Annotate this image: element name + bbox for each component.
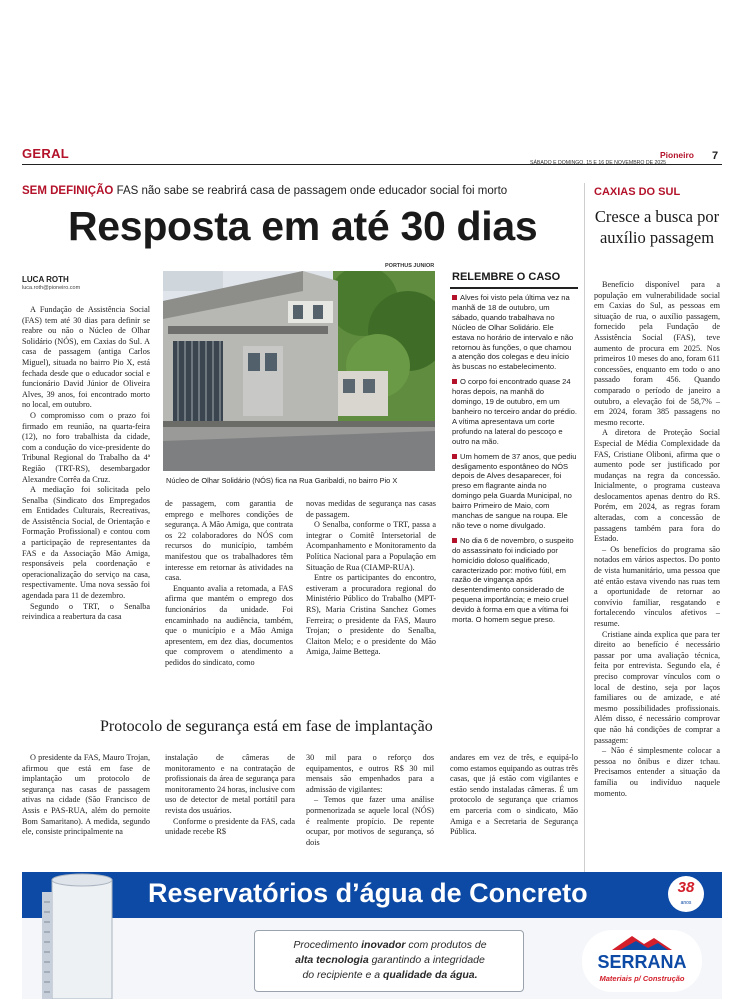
article-paragraph: andares em vez de três, e equipá-lo como estamos equipando as outras três casas, que já estão com vigilantes e estão sendo instaladas câmeras. É um protocolo de segurança que criamos em parceria com o sindicato, Mão Amiga e a Secretaria de Segurança Pública. (450, 753, 578, 837)
protocolo-column-3 (306, 753, 434, 848)
kicker (22, 185, 507, 197)
brand-name: SERRANA (597, 952, 687, 972)
brand-tagline: Materiais p/ Construção (599, 974, 685, 983)
article-paragraph: O presidente da FAS, Mauro Trojan, afirmou que está em fase de implantação um protocolo de segurança nas casas de passagem ativas na cidade (São Francisco de Assis e PAS-RUA, além do pernoite Bom Samaritano). A medida, segundo ele, consiste principalmente na (22, 753, 150, 837)
article-paragraph: Entre os participantes do encontro, estiveram a procuradora regional do Ministério Público do Trabalho (MPT-RS), Maria Cristina Sanchez Gomes Ferreira; o presidente da FAS, Mauro Trojan; o presidente do Senalba, Claiton Melo; e o presidente do Mão Amiga, Jaime Bettega. (306, 573, 436, 657)
article-paragraph: novas medidas de segurança nas casas de passagem. (306, 499, 436, 519)
article-paragraph: A mediação foi solicitada pelo Senalba (Sindicato dos Empregados em Entidades Culturais, Recreativas, de Assistência Social, de Orientação e Formação Profissional) e contou com a participação de representantes da FAS e da Associação Mão Amiga, responsáveis pela coordenação e operacionalização do serviço na casa, respectivamente. Uma nova sessão foi agendada para 11 de dezembro. (22, 485, 150, 601)
sidebar-paragraph: Benefício disponível para a população em vulnerabilidade social em Caxias do Sul, as pessoas em situação de rua, o auxílio passagem, fornecido pela Fundação de Assistência Social (FAS), teve aumento de procura em 2025. Nos primeiros 10 meses do ano, foram 611 concessões, enquanto em todo o ano passado foram 456. Quando comparado o período de janeiro a outubro, a elevação foi de 58,7% – em 2024, foram 385 passagens no mesmo recorte. (594, 280, 720, 427)
article-paragraph: A Fundação de Assistência Social (FAS) tem até 30 dias para definir se reabre ou não o Núcleo de Olhar Solidário (NÓS), em Caxias do Sul. A casa de passagem (antiga Carlos Miguel), situada no bairro Pio X, está fechada desde que o educador social e funcionário David Júnior de Oliveira Alves, 39 anos, foi encontrado morto no local, em outubro. (22, 305, 150, 410)
sidebar-title: Cresce a busca por auxílio passagem (594, 207, 720, 247)
article-column-2 (165, 499, 293, 669)
water-tower-image (22, 872, 142, 999)
protocolo-column-2 (165, 753, 295, 838)
ad-headline: Reservatórios d’água de Concreto (148, 878, 588, 908)
sidebar-divider (584, 183, 585, 873)
relembre-rule (450, 287, 578, 289)
bullet-square-icon (452, 379, 457, 384)
badge-number: 38 (677, 879, 695, 896)
article-paragraph: – Temos que fazer uma análise pormenorizada se aquele local (NÓS) é realmente propício. De repente ocupar, por motivos de segurança, só dois (306, 795, 434, 847)
bullet-square-icon (452, 538, 457, 543)
photo-building (163, 271, 435, 471)
subsection-title: Protocolo de segurança está em fase de implantação (100, 718, 433, 735)
photo-caption: Núcleo de Olhar Solidário (NÓS) fica na Rua Garibaldi, no bairro Pio X (166, 476, 398, 485)
kicker-text: FAS não sabe se reabrirá casa de passagem onde educador social foi morto (116, 185, 508, 197)
photo-credit: PORTHUS JUNIOR (385, 263, 435, 269)
article-column-1 (22, 305, 150, 623)
protocolo-column-1 (22, 753, 150, 838)
byline-email: luca.roth@pioneiro.com (22, 285, 81, 291)
sidebar-paragraph: A diretora de Proteção Social Especial de Média Complexidade da FAS, Cristiane Oliboni, afirma que o aumento pode ser justificado por mudanças na regra da concessão. Inicialmente, o programa custeava deslocamentos apenas dentro do RS. Porém, em 2024, as regras foram alteradas, com a concessão de passagens também para fora do Estado. (594, 428, 720, 544)
sidebar-tag: CAXIAS DO SUL (594, 186, 681, 198)
section-label: GERAL (22, 146, 69, 161)
article-paragraph: de passagem, com garantia de emprego e melhores condições de segurança. A Mão Amiga, que contrata os 22 colaboradores do NÓS com recursos do município, também manifestou que os trabalhadores têm interesse em retornar às atividades na casa. (165, 499, 293, 583)
badge-label: anos (680, 900, 692, 906)
advertisement[interactable] (22, 872, 722, 999)
ad-copy: Procedimento inovador com produtos de alta tecnologia garantindo a integridade do recipiente e a qualidade da água. (293, 939, 487, 981)
sidebar-body (594, 280, 720, 799)
relembre-list (452, 293, 577, 630)
article-paragraph: Conforme o presidente da FAS, cada unidade recebe R$ (165, 816, 295, 837)
article-column-3 (306, 499, 436, 658)
relembre-item: O corpo foi encontrado quase 24 horas depois, na manhã do domingo, 19 de outubro, em um banheiro no terceiro andar do prédio. A vítima apresentava um corte profundo na lateral do pescoço e outro na mão. (452, 377, 577, 446)
sidebar-paragraph: Cristiane ainda explica que para ter direito ao benefício é necessário passar por uma avaliação técnica, feita por entrevista. Segundo ela, é preciso comprovar vínculos com o local de destino, seja por laços familiares ou de amizade, e até mesmo possibilidades profissionais. Além disso, é necessário comprovar que não há condições de comprar a passagem: (594, 629, 720, 745)
kicker-tag: SEM DEFINIÇÃO (22, 185, 114, 197)
article-paragraph: 30 mil para o reforço dos equipamentos, e outros R$ 30 mil mensais são empenhados para a admissão de vigilantes: (306, 753, 434, 794)
headline: Resposta em até 30 dias (68, 203, 538, 249)
relembre-item: Um homem de 37 anos, que pediu desligamento espontâneo do NÓS depois de Alves desaparecer, foi preso em flagrante ainda no domingo pela Guarda Municipal, no bairro Primeiro de Maio, com manchas de sangue na roupa. Ele não teve o nome divulgado. (452, 451, 577, 530)
article-paragraph: O compromisso com o prazo foi firmado em reunião, na quarta-feira (12), no foro trabalhista da cidade, com a condução do vice-presidente do Tribunal Regional do Trabalho da 4ª Região (TRT-RS), desembargador Alexandre Corrêa da Cruz. (22, 410, 150, 484)
byline-author: LUCA ROTH (22, 275, 69, 284)
relembre-item: Alves foi visto pela última vez na manhã de 18 de outubro, um sábado, quando trabalhava no Núcleo de Olhar Solidário. Ele estava no horário de intervalo e não retornou às funções, o que chamou a atenção dos colegas e deu início às buscas no estabelecimento. (452, 293, 574, 372)
brand-mountain-icon (612, 934, 672, 950)
article-paragraph: instalação de câmeras de monitoramento e na contratação de profissionais da área de segurança para monitoramento 24 horas, inclusive com uso de detector de metal portátil para revista dos usuários. (165, 753, 295, 815)
sidebar-paragraph: – Não é simplesmente colocar a pessoa no ônibus e dizer tchau. Precisamos entender a situação da família ou indivíduo naquele momento. (594, 746, 720, 798)
relembre-item: No dia 6 de novembro, o suspeito do assassinato foi indiciado por homicídio doloso qualificado, caracterizado por: motivo fútil, em razão de vingança após desentendimento considerado de pequena importância; e meio cruel devido à forma em que a vítima foi morta. O homem segue preso. (452, 535, 574, 625)
anniversary-badge (668, 876, 704, 912)
article-paragraph: Enquanto avalia a retomada, a FAS afirma que mantém o emprego dos funcionários da unidade. Foi encaminhado na audiência, também, que o município e a Mão Amiga apresentem, em dez dias, documentos que comprovem o atendimento a pedidos do sindicato, como (165, 583, 293, 667)
sidebar-paragraph: – Os benefícios do programa são notados em vários aspectos. Do ponto de vista humanitário, uma pessoa que até então estava vivendo nas ruas tem a oportunidade de retornar ao convívio familiar, resgatando e fortalecendo vínculos afetivos – resume. (594, 544, 720, 628)
relembre-title: RELEMBRE O CASO (452, 271, 561, 283)
brand-logo[interactable] (582, 930, 702, 992)
brand-name: Pioneiro (660, 150, 695, 160)
article-paragraph: O Senalba, conforme o TRT, passa a integrar o Comitê Intersetorial de Acompanhamento e Monitoramento da Política Nacional para a População em Situação de Rua (CIAMP-RUA). (306, 520, 436, 572)
page-number: 7 (712, 150, 719, 162)
article-paragraph: Segundo o TRT, o Senalba reivindica a reabertura da casa (22, 601, 150, 622)
edition-date: SÁBADO E DOMINGO, 15 E 16 DE NOVEMBRO DE 2025 (530, 160, 667, 166)
bullet-square-icon (452, 295, 457, 300)
bullet-square-icon (452, 454, 457, 459)
protocolo-column-4 (450, 753, 578, 838)
